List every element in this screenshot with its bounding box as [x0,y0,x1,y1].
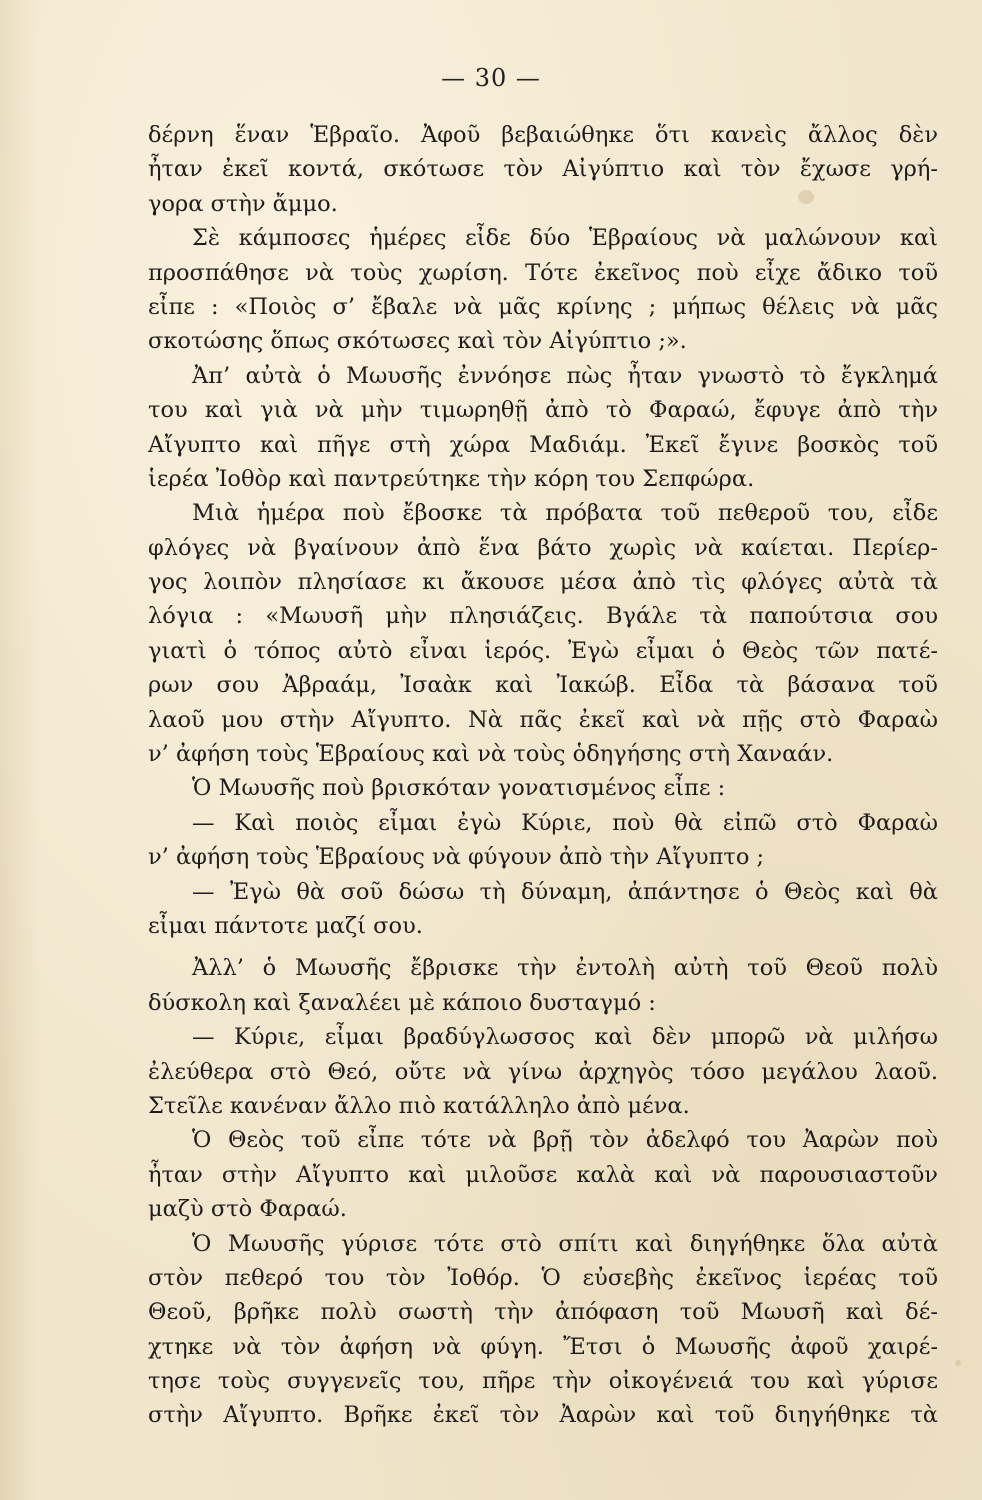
text-line: γος λοιπὸν πλησίασε κι ἄκουσε μέσα ἀπὸ τὶς φλόγες αὐτὰ τὰ [148,569,938,596]
text-line: ρων σου Ἀβραάμ, Ἰσαὰκ καὶ Ἰακώβ. Εἶδα τὰ βάσανα τοῦ [148,672,938,699]
text-line: — Καὶ ποιὸς εἶμαι ἐγὼ Κύριε, ποὺ θὰ εἰπῶ στὸ Φαραὼ [192,809,938,836]
page-number: — 30 — [441,64,541,92]
text-line: γιατὶ ὁ τόπος αὐτὸ εἶναι ἱερός. Ἐγὼ εἶμαι ὁ Θεὸς τῶν πατέ- [148,637,938,664]
text-line: ἦταν ἐκεῖ κοντά, σκότωσε τὸν Αἰγύπτιο καὶ τὸν ἔχωσε γρή- [148,156,938,183]
text-line: Ἀλλ’ ὁ Μωυσῆς ἔβρισκε τὴν ἐντολὴ αὐτὴ τοῦ Θεοῦ πολὺ [192,955,938,982]
text-line: Ὁ Μωυσῆς γύρισε τότε στὸ σπίτι καὶ διηγήθηκε ὅλα αὐτὰ [192,1230,938,1257]
text-line: λόγια : «Μωυσῆ μὴν πλησιάζεις. Βγάλε τὰ παπούτσια σου [148,603,938,630]
text-line: ἐλεύθερα στὸ Θεό, οὔτε νὰ γίνω ἀρχηγὸς τόσο μεγάλου λαοῦ. [148,1058,938,1085]
text-line: Μιὰ ἡμέρα ποὺ ἔβοσκε τὰ πρόβατα τοῦ πεθεροῦ του, εἶδε [192,500,938,527]
text-line: δύσκολη καὶ ξαναλέει μὲ κάποιο δυσταγμό : [148,989,656,1016]
text-line: Σὲ κάμποσες ἡμέρες εἶδε δύο Ἑβραίους νὰ μαλώνουν καὶ [192,225,938,252]
text-line: λαοῦ μου στὴν Αἴγυπτο. Νὰ πᾶς ἐκεῖ καὶ νὰ πῇς στὸ Φαραὼ [148,706,938,733]
text-line: ν’ ἀφήση τοὺς Ἑβραίους νὰ φύγουν ἀπὸ τὴν Αἴγυπτο ; [148,844,765,871]
text-line: Ἀπ’ αὐτὰ ὁ Μωυσῆς ἐννόησε πὼς ἦταν γνωστὸ τὸ ἔγκλημά [192,362,938,389]
text-line: εἶπε : «Ποιὸς σ’ ἔβαλε νὰ μᾶς κρίνης ; μήπως θέλεις νὰ μᾶς [148,293,938,320]
text-line: μαζὺ στὸ Φαραώ. [148,1196,347,1223]
text-line: Ὁ Θεὸς τοῦ εἶπε τότε νὰ βρῇ τὸν ἀδελφό του Ἀαρὼν ποὺ [192,1127,938,1154]
text-line: σκοτώσης ὅπως σκότωσες καὶ τὸν Αἰγύπτιο ;». [148,328,687,355]
text-line: Αἴγυπτο καὶ πῆγε στὴ χώρα Μαδιάμ. Ἐκεῖ ἔγινε βοσκὸς τοῦ [148,431,938,458]
text-line: — Ἐγὼ θὰ σοῦ δώσω τὴ δύναμη, ἀπάντησε ὁ Θεὸς καὶ θὰ [192,878,938,905]
text-line: Θεοῦ, βρῆκε πολὺ σωστὴ τὴν ἀπόφαση τοῦ Μωυσῆ καὶ δέ- [148,1299,938,1326]
text-line: στὸν πεθερό του τὸν Ἰοθόρ. Ὁ εὐσεβὴς ἐκεῖνος ἱερέας τοῦ [148,1264,938,1291]
text-line: δέρνη ἕναν Ἑβραῖο. Ἀφοῦ βεβαιώθηκε ὅτι κανεὶς ἄλλος δὲν [148,122,938,148]
paper-stain [955,1360,961,1366]
text-line: φλόγες νὰ βγαίνουν ἀπὸ ἕνα βάτο χωρὶς νὰ καίεται. Περίερ- [148,534,938,561]
text-line: — Κύριε, εἶμαι βραδύγλωσσος καὶ δὲν μπορῶ νὰ μιλήσω [192,1024,938,1051]
text-line: ν’ ἀφήση τοὺς Ἑβραίους καὶ νὰ τοὺς ὁδηγήσης στὴ Χαναάν. [148,741,834,768]
text-line: χτηκε νὰ τὸν ἀφήση νὰ φύγη. Ἔτσι ὁ Μωυσῆς ἀφοῦ χαιρέ- [148,1333,938,1360]
text-line: προσπάθησε νὰ τοὺς χωρίση. Τότε ἐκεῖνος ποὺ εἶχε ἄδικο τοῦ [148,259,938,286]
body-text [148,118,938,1433]
text-line: τησε τοὺς συγγενεῖς του, πῆρε τὴν οἰκογένειά του καὶ γύρισε [148,1368,938,1395]
text-line: εἶμαι πάντοτε μαζί σου. [148,912,423,939]
text-line: ἦταν στὴν Αἴγυπτο καὶ μιλοῦσε καλὰ καὶ νὰ παρουσιαστοῦν [148,1161,938,1188]
text-line: Στεῖλε κανέναν ἄλλο πιὸ κατάλληλο ἀπὸ μένα. [148,1092,690,1119]
text-line: στὴν Αἴγυπτο. Βρῆκε ἐκεῖ τὸν Ἀαρὼν καὶ τοῦ διηγήθηκε τὰ [148,1402,938,1429]
text-line: Ὁ Μωυσῆς ποὺ βρισκόταν γονατισμένος εἶπε : [192,775,726,802]
text-line: του καὶ γιὰ νὰ μὴν τιμωρηθῇ ἀπὸ τὸ Φαραώ, ἔφυγε ἀπὸ τὴν [148,397,938,424]
text-line: ἱερέα Ἰοθὸρ καὶ παντρεύτηκε τὴν κόρη του Σεπφώρα. [148,465,755,492]
text-line: γορα στὴν ἄμμο. [148,190,338,217]
